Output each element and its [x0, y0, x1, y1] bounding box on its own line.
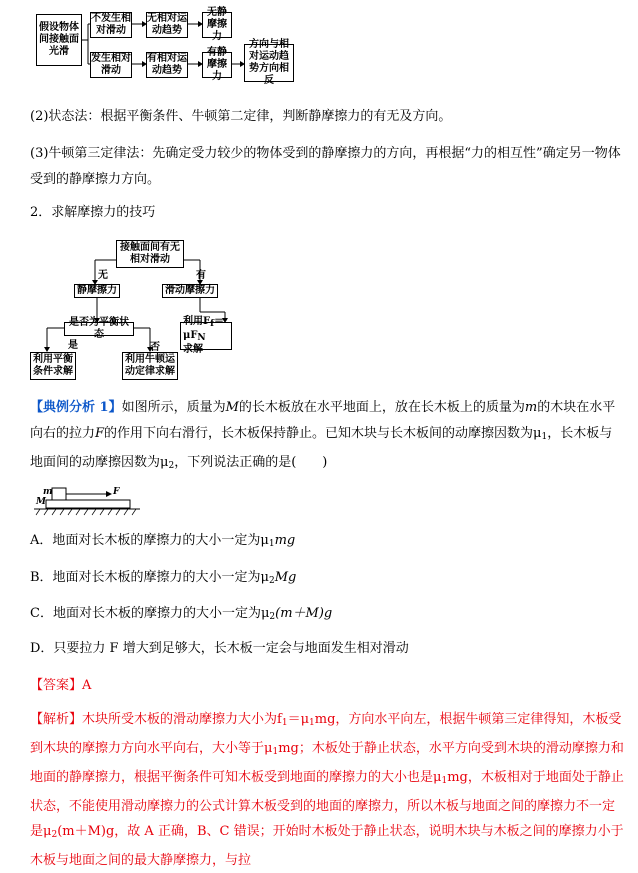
fc2-formula-text: 利用Ff＝μFN 求解: [183, 316, 224, 355]
answer: 【答案】A: [30, 678, 92, 693]
fc2-formula-box: [180, 316, 232, 355]
fc1-trend-text: 有相对运动趋势: [147, 53, 187, 76]
option-b: B．地面对长木板的摩擦力的大小一定为$\mu_2Mg$: [30, 570, 297, 586]
board-M: [46, 500, 130, 508]
analysis-text: 【解析】木块所受木板的滑动摩擦力大小为$f_1=\mu_1mg$，方向水平向左，根据牛顿第三定律得知，木板受到木块的摩擦力方向水平向右，大小等于$\mu_1mg$；木板处于静止状态，水平方向受到木块的滑动摩擦力和地面的静摩擦力，根据平衡条件可知木板受到地面的摩擦力的大小也是$\mu_1mg$，木板相对于地面处于静止状态，不能使用滑动摩擦力的公式计算木板受到的地面的摩擦力，所以木板与地面之间的摩擦力不一定是$\mu_2(m+M)g$，故 A 正确，B、C 错误；开始时木板处于静止状态，说明木块与木板之间的摩擦力小于木板与地面之间的最大静摩擦力，与拉: [30, 712, 624, 868]
fc1-no-static-box: [202, 7, 232, 42]
fc2-contact-text: 接触面间有无相对滑动: [120, 242, 180, 265]
example-1-text: 【典例分析 1】如图所示，质量为M的长木板放在水平地面上，放在长木板上的质量为m的木块在水平向右的拉力F的作用下向右滑行，长木板保持静止。已知木块与长木板间的动摩擦因数为$\mu_1$，长木板与地面间的动摩擦因数为$\mu_2$，下列说法正确的是( ): [30, 400, 616, 471]
fc1-start-box: [36, 14, 82, 66]
fc2-balance-solve-text: 利用平衡条件求解: [33, 354, 73, 377]
fc2-static-text: 静摩擦力: [77, 285, 117, 296]
fc1-no-slide-text: 不发生相对滑动: [91, 13, 131, 36]
example-figure: [30, 480, 140, 520]
option-c: C．地面对长木板的摩擦力的大小一定为$\mu_2(m+M)g$: [30, 606, 333, 622]
fc2-newton-solve-text: 利用牛顿运动定律求解: [125, 354, 175, 377]
fc1-no-trend-text: 无相对运动趋势: [147, 13, 187, 36]
fc2-yes-label: 有: [196, 270, 206, 281]
fc2-balance-text: 是否为平衡状态: [69, 317, 129, 340]
fc2-no-label: 无: [98, 270, 108, 281]
fc1-trend-box: [146, 52, 188, 78]
figure-label-F: F: [113, 487, 120, 497]
fc1-static-text: 有静摩擦力: [207, 47, 227, 82]
fc2-newton-solve-box: [122, 352, 178, 380]
fc2-contact-box: [116, 240, 184, 268]
option-a: A．地面对长木板的摩擦力的大小一定为$\mu_1mg$: [30, 533, 296, 549]
fc1-no-slide-box: [90, 12, 132, 38]
fc1-direction-text: 方向与相对运动趋势方向相反: [249, 39, 289, 86]
figure-label-M: M: [36, 497, 46, 507]
block-m: [52, 488, 66, 500]
fc1-slide-box: [90, 52, 132, 78]
fc2-static-box: [74, 284, 120, 298]
fc1-start-text: 假设物体间接触面光滑: [39, 22, 79, 57]
figure-label-m: m: [43, 487, 53, 497]
fc2-balance-solve-box: [30, 352, 76, 380]
fc1-no-static-text: 无静摩擦力: [207, 7, 227, 42]
paragraph-newton-third: (3)牛顿第三定律法：先确定受力较少的物体受到的静摩擦力的方向，再根据“力的相互性”确定另一物体受到的静摩擦力方向。: [30, 146, 621, 187]
fc1-static-box: [202, 47, 232, 82]
option-d: D．只要拉力 F 增大到足够大，长木板一定会与地面发生相对滑动: [30, 641, 409, 656]
fc2-sliding-box: [162, 284, 218, 298]
fc1-slide-text: 发生相对滑动: [91, 53, 131, 76]
fc2-not-label: 否: [150, 342, 160, 353]
paragraph-state-method: (2)状态法：根据平衡条件、牛顿第二定律，判断静摩擦力的有无及方向。: [30, 109, 452, 124]
fc2-balance-box: [64, 317, 134, 340]
fc1-no-trend-box: [146, 12, 188, 38]
fc2-sliding-text: 滑动摩擦力: [165, 285, 215, 296]
fc2-is-label: 是: [68, 340, 78, 351]
fc1-direction-box: [244, 39, 294, 86]
heading-friction-tips: 2．求解摩擦力的技巧: [30, 205, 156, 220]
